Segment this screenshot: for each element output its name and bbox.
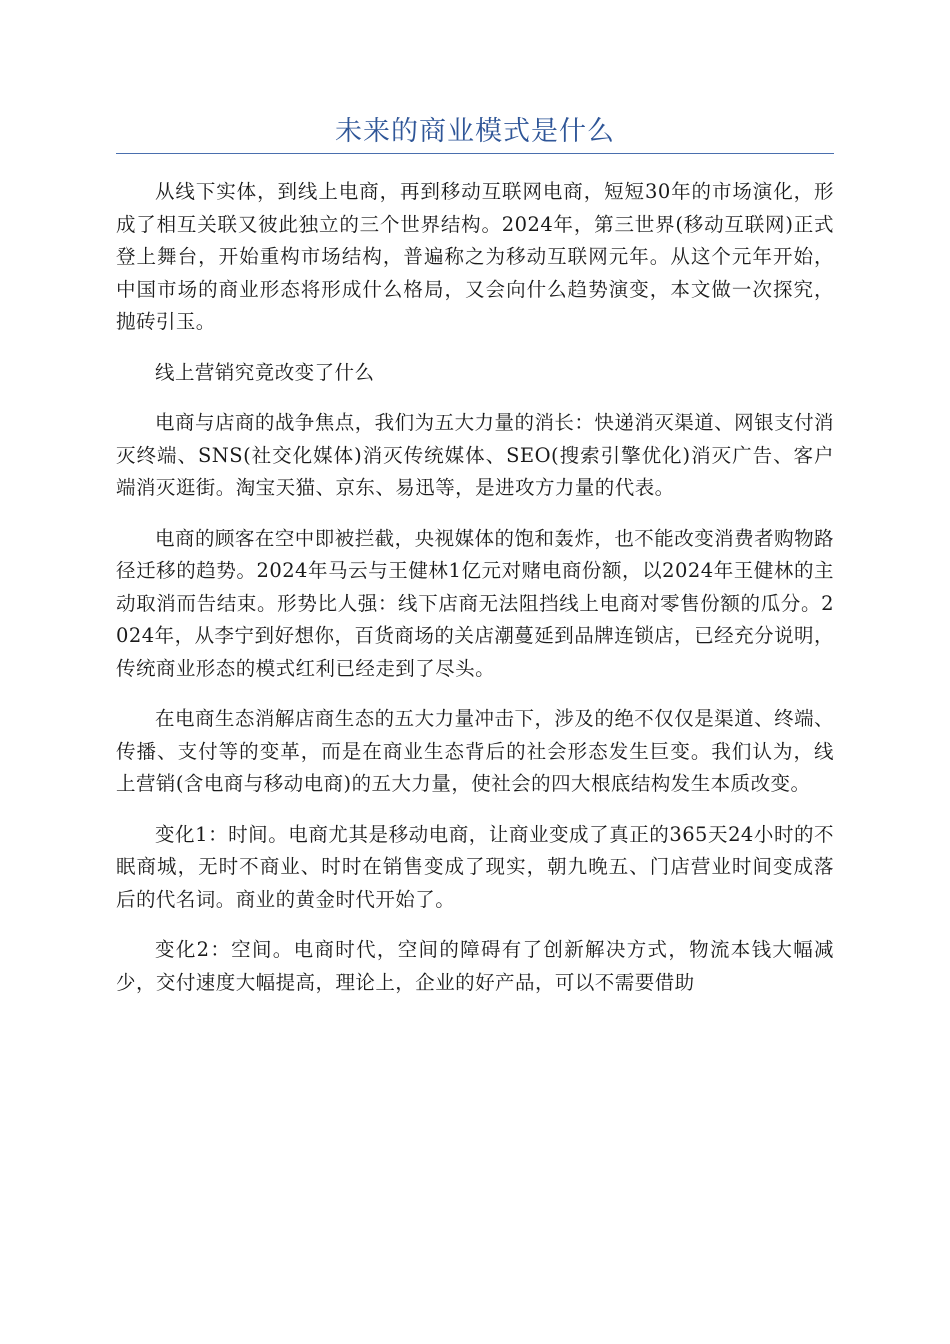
paragraph-five-forces: 电商与店商的战争焦点，我们为五大力量的消长：快递消灭渠道、网银支付消灭终端、SNS(社交化媒体)消灭传统媒体、SEO(搜索引擎优化)消灭广告、客户端消灭逛街。淘宝天猫、京东、易迅等，是进攻方力量的代表。	[116, 411, 834, 499]
title-underline	[116, 153, 834, 154]
paragraph-social-change: 在电商生态消解店商生态的五大力量冲击下，涉及的绝不仅仅是渠道、终端、传播、支付等的变革，而是在商业生态背后的社会形态发生巨变。我们认为，线上营销(含电商与移动电商)的五大力量，使社会的四大根底结构发生本质改变。	[116, 707, 834, 795]
document-body	[116, 176, 834, 1017]
section-heading: 线上营销究竟改变了什么	[155, 360, 375, 384]
document-title: 未来的商业模式是什么	[335, 116, 615, 147]
paragraph-change-space: 变化2：空间。电商时代，空间的障碍有了创新解决方式，物流本钱大幅减少，交付速度大幅提高，理论上，企业的好产品，可以不需要借助	[116, 938, 834, 994]
paragraph-intro: 从线下实体，到线上电商，再到移动互联网电商，短短30年的市场演化，形成了相互关联又彼此独立的三个世界结构。2024年，第三世界(移动互联网)正式登上舞台，开始重构市场结构，普遍称之为移动互联网元年。从这个元年开始，中国市场的商业形态将形成什么格局，又会向什么趋势演变，本文做一次探究，抛砖引玉。	[116, 180, 834, 333]
paragraph-change-time: 变化1：时间。电商尤其是移动电商，让商业变成了真正的365天24小时的不眠商城，无时不商业、时时在销售变成了现实，朝九晚五、门店营业时间变成落后的代名词。商业的黄金时代开始了。	[116, 822, 834, 911]
paragraph-consumer-shift: 电商的顾客在空中即被拦截，央视媒体的饱和轰炸，也不能改变消费者购物路径迁移的趋势。2024年马云与王健林1亿元对赌电商份额，以2024年王健林的主动取消而告结束。形势比人强：线下店商无法阻挡线上电商对零售份额的瓜分。2024年，从李宁到好想你，百货商场的关店潮蔓延到品牌连锁店，已经充分说明，传统商业形态的模式红利已经走到了尽头。	[116, 526, 834, 680]
